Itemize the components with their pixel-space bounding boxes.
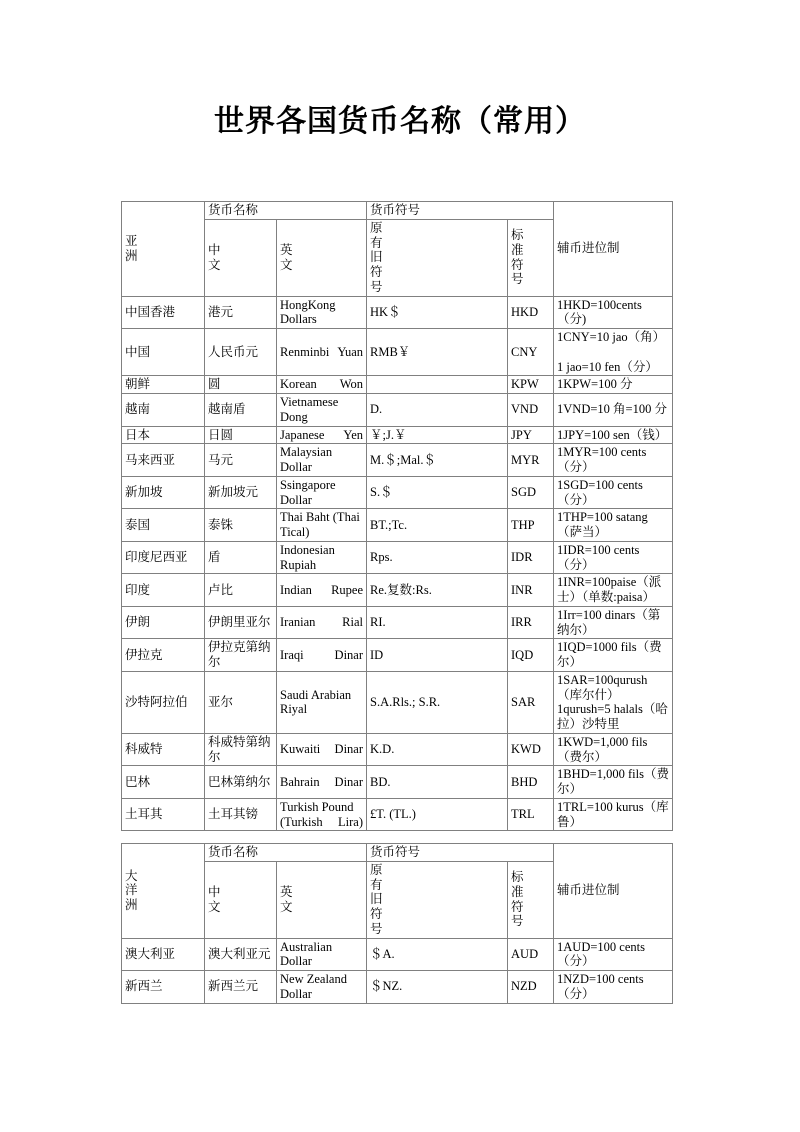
- currency-country-cell: 印度尼西亚: [122, 541, 205, 574]
- currency-old-symbol-cell: ＄A.: [367, 938, 508, 971]
- currency-old-symbol-cell: BT.;Tc.: [367, 509, 508, 542]
- table-body-asia: [122, 202, 673, 831]
- currency-subunit-cell: 1KPW=100 分: [554, 376, 673, 394]
- column-header-standard-symbol: 标 准 符 号: [508, 219, 554, 296]
- currency-standard-code-cell: IRR: [508, 606, 554, 639]
- currency-chinese-name-cell: 巴林第纳尔: [205, 766, 277, 799]
- currency-english-name-cell: Iranian Rial: [277, 606, 367, 639]
- currency-subunit-cell: 1SGD=100 cents（分）: [554, 476, 673, 509]
- table-row: [122, 671, 673, 733]
- currency-chinese-name-cell: 新加坡元: [205, 476, 277, 509]
- currency-subunit-cell: 1INR=100paise（派士）（单数:paisa）: [554, 574, 673, 607]
- currency-country-cell: 巴林: [122, 766, 205, 799]
- header-row-group: [122, 844, 673, 862]
- column-header-standard-symbol: 标 准 符 号: [508, 861, 554, 938]
- currency-country-cell: 伊朗: [122, 606, 205, 639]
- currency-chinese-name-cell: 伊拉克第纳尔: [205, 639, 277, 672]
- currency-english-name-cell: Vietnamese Dong: [277, 394, 367, 427]
- currency-subunit-cell: 1MYR=100 cents（分）: [554, 444, 673, 477]
- currency-country-cell: 伊拉克: [122, 639, 205, 672]
- currency-chinese-name-cell: 马元: [205, 444, 277, 477]
- table-row: [122, 733, 673, 766]
- currency-english-name-cell: Ssingapore Dollar: [277, 476, 367, 509]
- table-row: [122, 639, 673, 672]
- currency-english-name-cell: Indian Rupee: [277, 574, 367, 607]
- table-row: [122, 476, 673, 509]
- table-row: [122, 971, 673, 1004]
- currency-subunit-cell: 1TRL=100 kurus（库鲁）: [554, 798, 673, 831]
- table-row: [122, 938, 673, 971]
- currency-chinese-name-cell: 人民币元: [205, 329, 277, 376]
- column-header-subunit: 辅币进位制: [554, 202, 673, 297]
- group-header-currency-name: 货币名称: [205, 202, 367, 220]
- region-label-oceania: 大 洋 洲: [122, 844, 205, 939]
- currency-subunit-cell: 1JPY=100 sen（钱）: [554, 426, 673, 444]
- currency-standard-code-cell: MYR: [508, 444, 554, 477]
- group-header-currency-symbol: 货币符号: [367, 202, 554, 220]
- currency-old-symbol-cell: RI.: [367, 606, 508, 639]
- header-row-group: [122, 202, 673, 220]
- currency-standard-code-cell: CNY: [508, 329, 554, 376]
- currency-old-symbol-cell: [367, 376, 508, 394]
- currency-english-name-cell: HongKong Dollars: [277, 296, 367, 329]
- currency-subunit-cell: 1AUD=100 cents（分）: [554, 938, 673, 971]
- currency-english-name-cell: Iraqi Dinar: [277, 639, 367, 672]
- currency-old-symbol-cell: Re.复数:Rs.: [367, 574, 508, 607]
- currency-chinese-name-cell: 圆: [205, 376, 277, 394]
- currency-chinese-name-cell: 亚尔: [205, 671, 277, 733]
- currency-old-symbol-cell: S.＄: [367, 476, 508, 509]
- currency-country-cell: 中国香港: [122, 296, 205, 329]
- currency-subunit-cell: 1KWD=1,000 fils（费尔）: [554, 733, 673, 766]
- group-header-currency-name: 货币名称: [205, 844, 367, 862]
- table-row: [122, 296, 673, 329]
- currency-english-name-cell: Kuwaiti Dinar: [277, 733, 367, 766]
- currency-old-symbol-cell: D.: [367, 394, 508, 427]
- table-row: [122, 509, 673, 542]
- table-row: [122, 444, 673, 477]
- currency-english-name-cell: New Zealand Dollar: [277, 971, 367, 1004]
- currency-english-name-cell: Malaysian Dollar: [277, 444, 367, 477]
- column-header-chinese: 中 文: [205, 219, 277, 296]
- group-header-currency-symbol: 货币符号: [367, 844, 554, 862]
- currency-standard-code-cell: JPY: [508, 426, 554, 444]
- currency-old-symbol-cell: RMB￥: [367, 329, 508, 376]
- currency-subunit-cell: 1CNY=10 jao（角） 1 jao=10 fen（分）: [554, 329, 673, 376]
- currency-country-cell: 越南: [122, 394, 205, 427]
- currency-old-symbol-cell: M.＄;Mal.＄: [367, 444, 508, 477]
- table-row: [122, 606, 673, 639]
- currency-standard-code-cell: KPW: [508, 376, 554, 394]
- table-row: [122, 541, 673, 574]
- table-row: [122, 574, 673, 607]
- currency-old-symbol-cell: S.A.Rls.; S.R.: [367, 671, 508, 733]
- currency-old-symbol-cell: K.D.: [367, 733, 508, 766]
- currency-subunit-cell: 1NZD=100 cents（分）: [554, 971, 673, 1004]
- currency-chinese-name-cell: 科威特第纳尔: [205, 733, 277, 766]
- currency-english-name-cell: Indonesian Rupiah: [277, 541, 367, 574]
- table-row: [122, 394, 673, 427]
- currency-country-cell: 印度: [122, 574, 205, 607]
- table-body-oceania: [122, 844, 673, 1004]
- column-header-chinese: 中 文: [205, 861, 277, 938]
- currency-subunit-cell: 1Irr=100 dinars（第纳尔）: [554, 606, 673, 639]
- currency-subunit-cell: 1HKD=100cents（分): [554, 296, 673, 329]
- currency-subunit-cell: 1IQD=1000 fils（费尔）: [554, 639, 673, 672]
- currency-standard-code-cell: AUD: [508, 938, 554, 971]
- currency-chinese-name-cell: 新西兰元: [205, 971, 277, 1004]
- currency-country-cell: 中国: [122, 329, 205, 376]
- currency-standard-code-cell: TRL: [508, 798, 554, 831]
- currency-subunit-cell: 1SAR=100qurush（库尔什）1qurush=5 halals（哈拉）沙特里: [554, 671, 673, 733]
- currency-chinese-name-cell: 澳大利亚元: [205, 938, 277, 971]
- table-row: [122, 766, 673, 799]
- currency-old-symbol-cell: ＄NZ.: [367, 971, 508, 1004]
- column-header-english: 英 文: [277, 219, 367, 296]
- column-header-english: 英 文: [277, 861, 367, 938]
- currency-country-cell: 沙特阿拉伯: [122, 671, 205, 733]
- currency-english-name-cell: Korean Won: [277, 376, 367, 394]
- column-header-old-symbol: 原 有 旧 符 号: [367, 861, 508, 938]
- currency-chinese-name-cell: 日圆: [205, 426, 277, 444]
- currency-subunit-cell: 1VND=10 角=100 分: [554, 394, 673, 427]
- currency-chinese-name-cell: 土耳其镑: [205, 798, 277, 831]
- currency-old-symbol-cell: HK＄: [367, 296, 508, 329]
- currency-english-name-cell: Thai Baht (Thai Tical): [277, 509, 367, 542]
- table-row: [122, 376, 673, 394]
- currency-english-name-cell: Renminbi Yuan: [277, 329, 367, 376]
- table-row: [122, 798, 673, 831]
- currency-subunit-cell: 1IDR=100 cents（分）: [554, 541, 673, 574]
- currency-chinese-name-cell: 盾: [205, 541, 277, 574]
- currency-old-symbol-cell: ID: [367, 639, 508, 672]
- currency-table-asia: [121, 201, 673, 831]
- currency-old-symbol-cell: £T. (TL.): [367, 798, 508, 831]
- table-row: [122, 426, 673, 444]
- currency-english-name-cell: Bahrain Dinar: [277, 766, 367, 799]
- currency-english-name-cell: Australian Dollar: [277, 938, 367, 971]
- currency-chinese-name-cell: 卢比: [205, 574, 277, 607]
- currency-country-cell: 朝鲜: [122, 376, 205, 394]
- currency-old-symbol-cell: Rps.: [367, 541, 508, 574]
- currency-standard-code-cell: SGD: [508, 476, 554, 509]
- currency-standard-code-cell: KWD: [508, 733, 554, 766]
- currency-standard-code-cell: IQD: [508, 639, 554, 672]
- currency-standard-code-cell: VND: [508, 394, 554, 427]
- currency-chinese-name-cell: 港元: [205, 296, 277, 329]
- currency-standard-code-cell: BHD: [508, 766, 554, 799]
- currency-chinese-name-cell: 泰铢: [205, 509, 277, 542]
- currency-chinese-name-cell: 越南盾: [205, 394, 277, 427]
- currency-subunit-cell: 1BHD=1,000 fils（费尔）: [554, 766, 673, 799]
- currency-country-cell: 日本: [122, 426, 205, 444]
- currency-country-cell: 科威特: [122, 733, 205, 766]
- currency-country-cell: 马来西亚: [122, 444, 205, 477]
- column-header-old-symbol: 原 有 旧 符 号: [367, 219, 508, 296]
- currency-english-name-cell: Saudi Arabian Riyal: [277, 671, 367, 733]
- currency-standard-code-cell: INR: [508, 574, 554, 607]
- currency-standard-code-cell: SAR: [508, 671, 554, 733]
- currency-english-name-cell: Turkish Pound (Turkish Lira): [277, 798, 367, 831]
- currency-chinese-name-cell: 伊朗里亚尔: [205, 606, 277, 639]
- page-title: 世界各国货币名称（常用）: [214, 104, 586, 139]
- currency-country-cell: 土耳其: [122, 798, 205, 831]
- table-row: [122, 329, 673, 376]
- currency-country-cell: 澳大利亚: [122, 938, 205, 971]
- currency-country-cell: 新西兰: [122, 971, 205, 1004]
- currency-standard-code-cell: THP: [508, 509, 554, 542]
- column-header-subunit: 辅币进位制: [554, 844, 673, 939]
- currency-country-cell: 新加坡: [122, 476, 205, 509]
- currency-standard-code-cell: IDR: [508, 541, 554, 574]
- currency-subunit-cell: 1THP=100 satang（萨当）: [554, 509, 673, 542]
- currency-table-oceania: [121, 843, 673, 1004]
- currency-country-cell: 泰国: [122, 509, 205, 542]
- region-label-asia: 亚 洲: [122, 202, 205, 297]
- currency-old-symbol-cell: BD.: [367, 766, 508, 799]
- currency-standard-code-cell: HKD: [508, 296, 554, 329]
- currency-old-symbol-cell: ￥;J.￥: [367, 426, 508, 444]
- currency-english-name-cell: Japanese Yen: [277, 426, 367, 444]
- currency-standard-code-cell: NZD: [508, 971, 554, 1004]
